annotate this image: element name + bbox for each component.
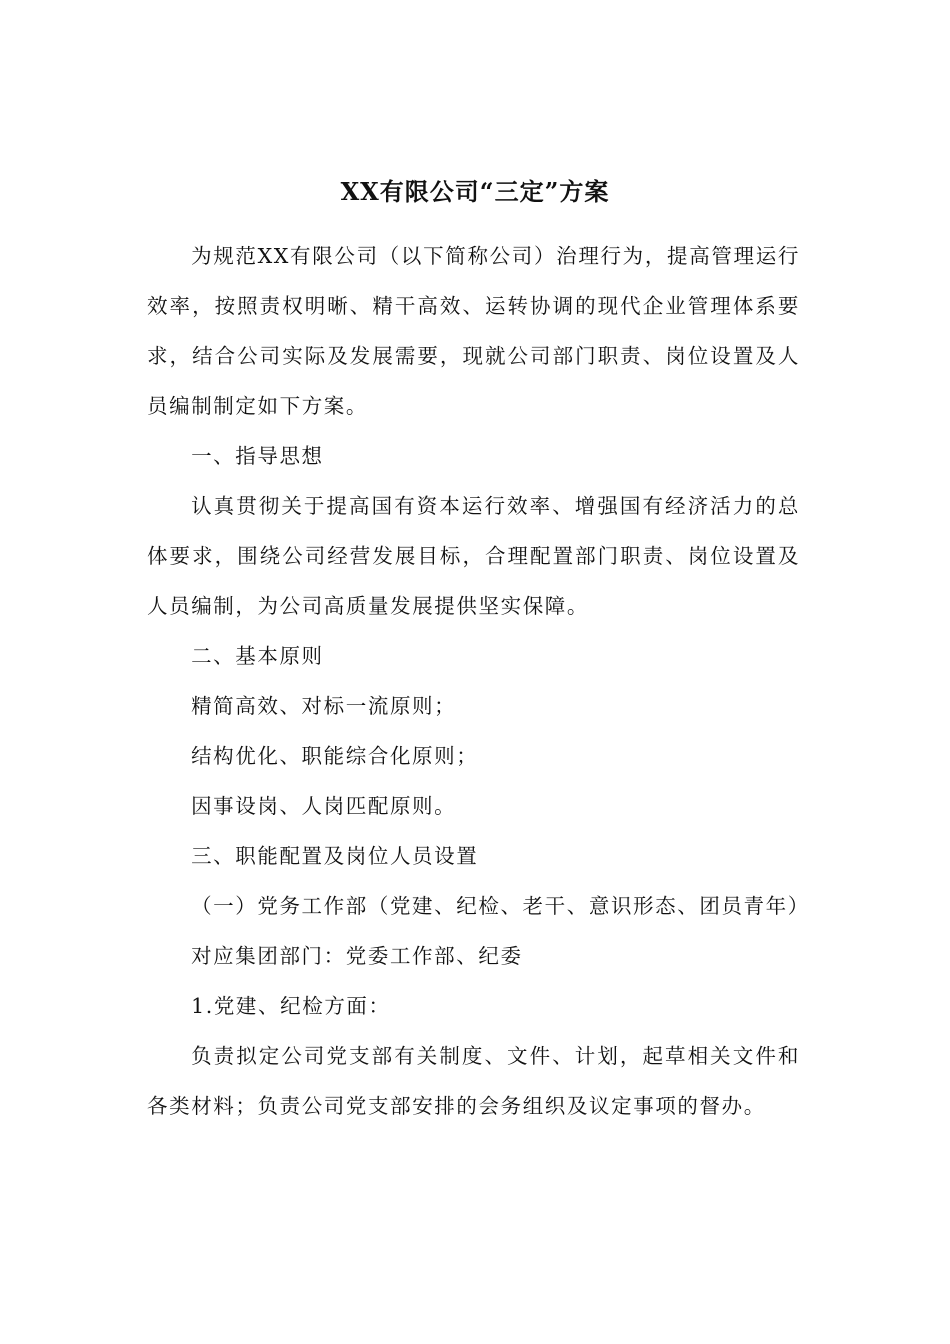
principle-item: 结构优化、职能综合化原则； [191, 744, 479, 768]
document-title: XX有限公司“三定”方案 [340, 177, 610, 207]
intro-paragraph: 为规范XX有限公司（以下简称公司）治理行为，提高管理运行效率，按照责权明晰、精干高效、运转协调的现代企业管理体系要求，结合公司实际及发展需要，现就公司部门职责、岗位设置及人员编制制定如下方案。 [147, 244, 800, 418]
subsection-heading-party-affairs-department: （一）党务工作部（党建、纪检、老干、意识形态、团员青年） [191, 894, 810, 918]
item-heading-party-building: 1.党建、纪检方面： [191, 994, 391, 1018]
principle-item: 因事设岗、人岗匹配原则。 [191, 794, 457, 818]
section-heading-function-configuration: 三、职能配置及岗位人员设置 [191, 844, 479, 868]
principle-item: 精简高效、对标一流原则； [191, 694, 457, 718]
document-body [147, 231, 810, 1131]
section-heading-guiding-ideology: 一、指导思想 [191, 444, 324, 468]
party-building-duties-paragraph: 负责拟定公司党支部有关制度、文件、计划，起草相关文件和各类材料；负责公司党支部安排的会务组织及议定事项的督办。 [147, 1044, 800, 1118]
guiding-ideology-paragraph: 认真贯彻关于提高国有资本运行效率、增强国有经济活力的总体要求，围绕公司经营发展目标，合理配置部门职责、岗位设置及人员编制，为公司高质量发展提供坚实保障。 [147, 494, 800, 618]
section-heading-basic-principles: 二、基本原则 [191, 644, 324, 668]
corresponding-group-department: 对应集团部门：党委工作部、纪委 [191, 944, 523, 968]
